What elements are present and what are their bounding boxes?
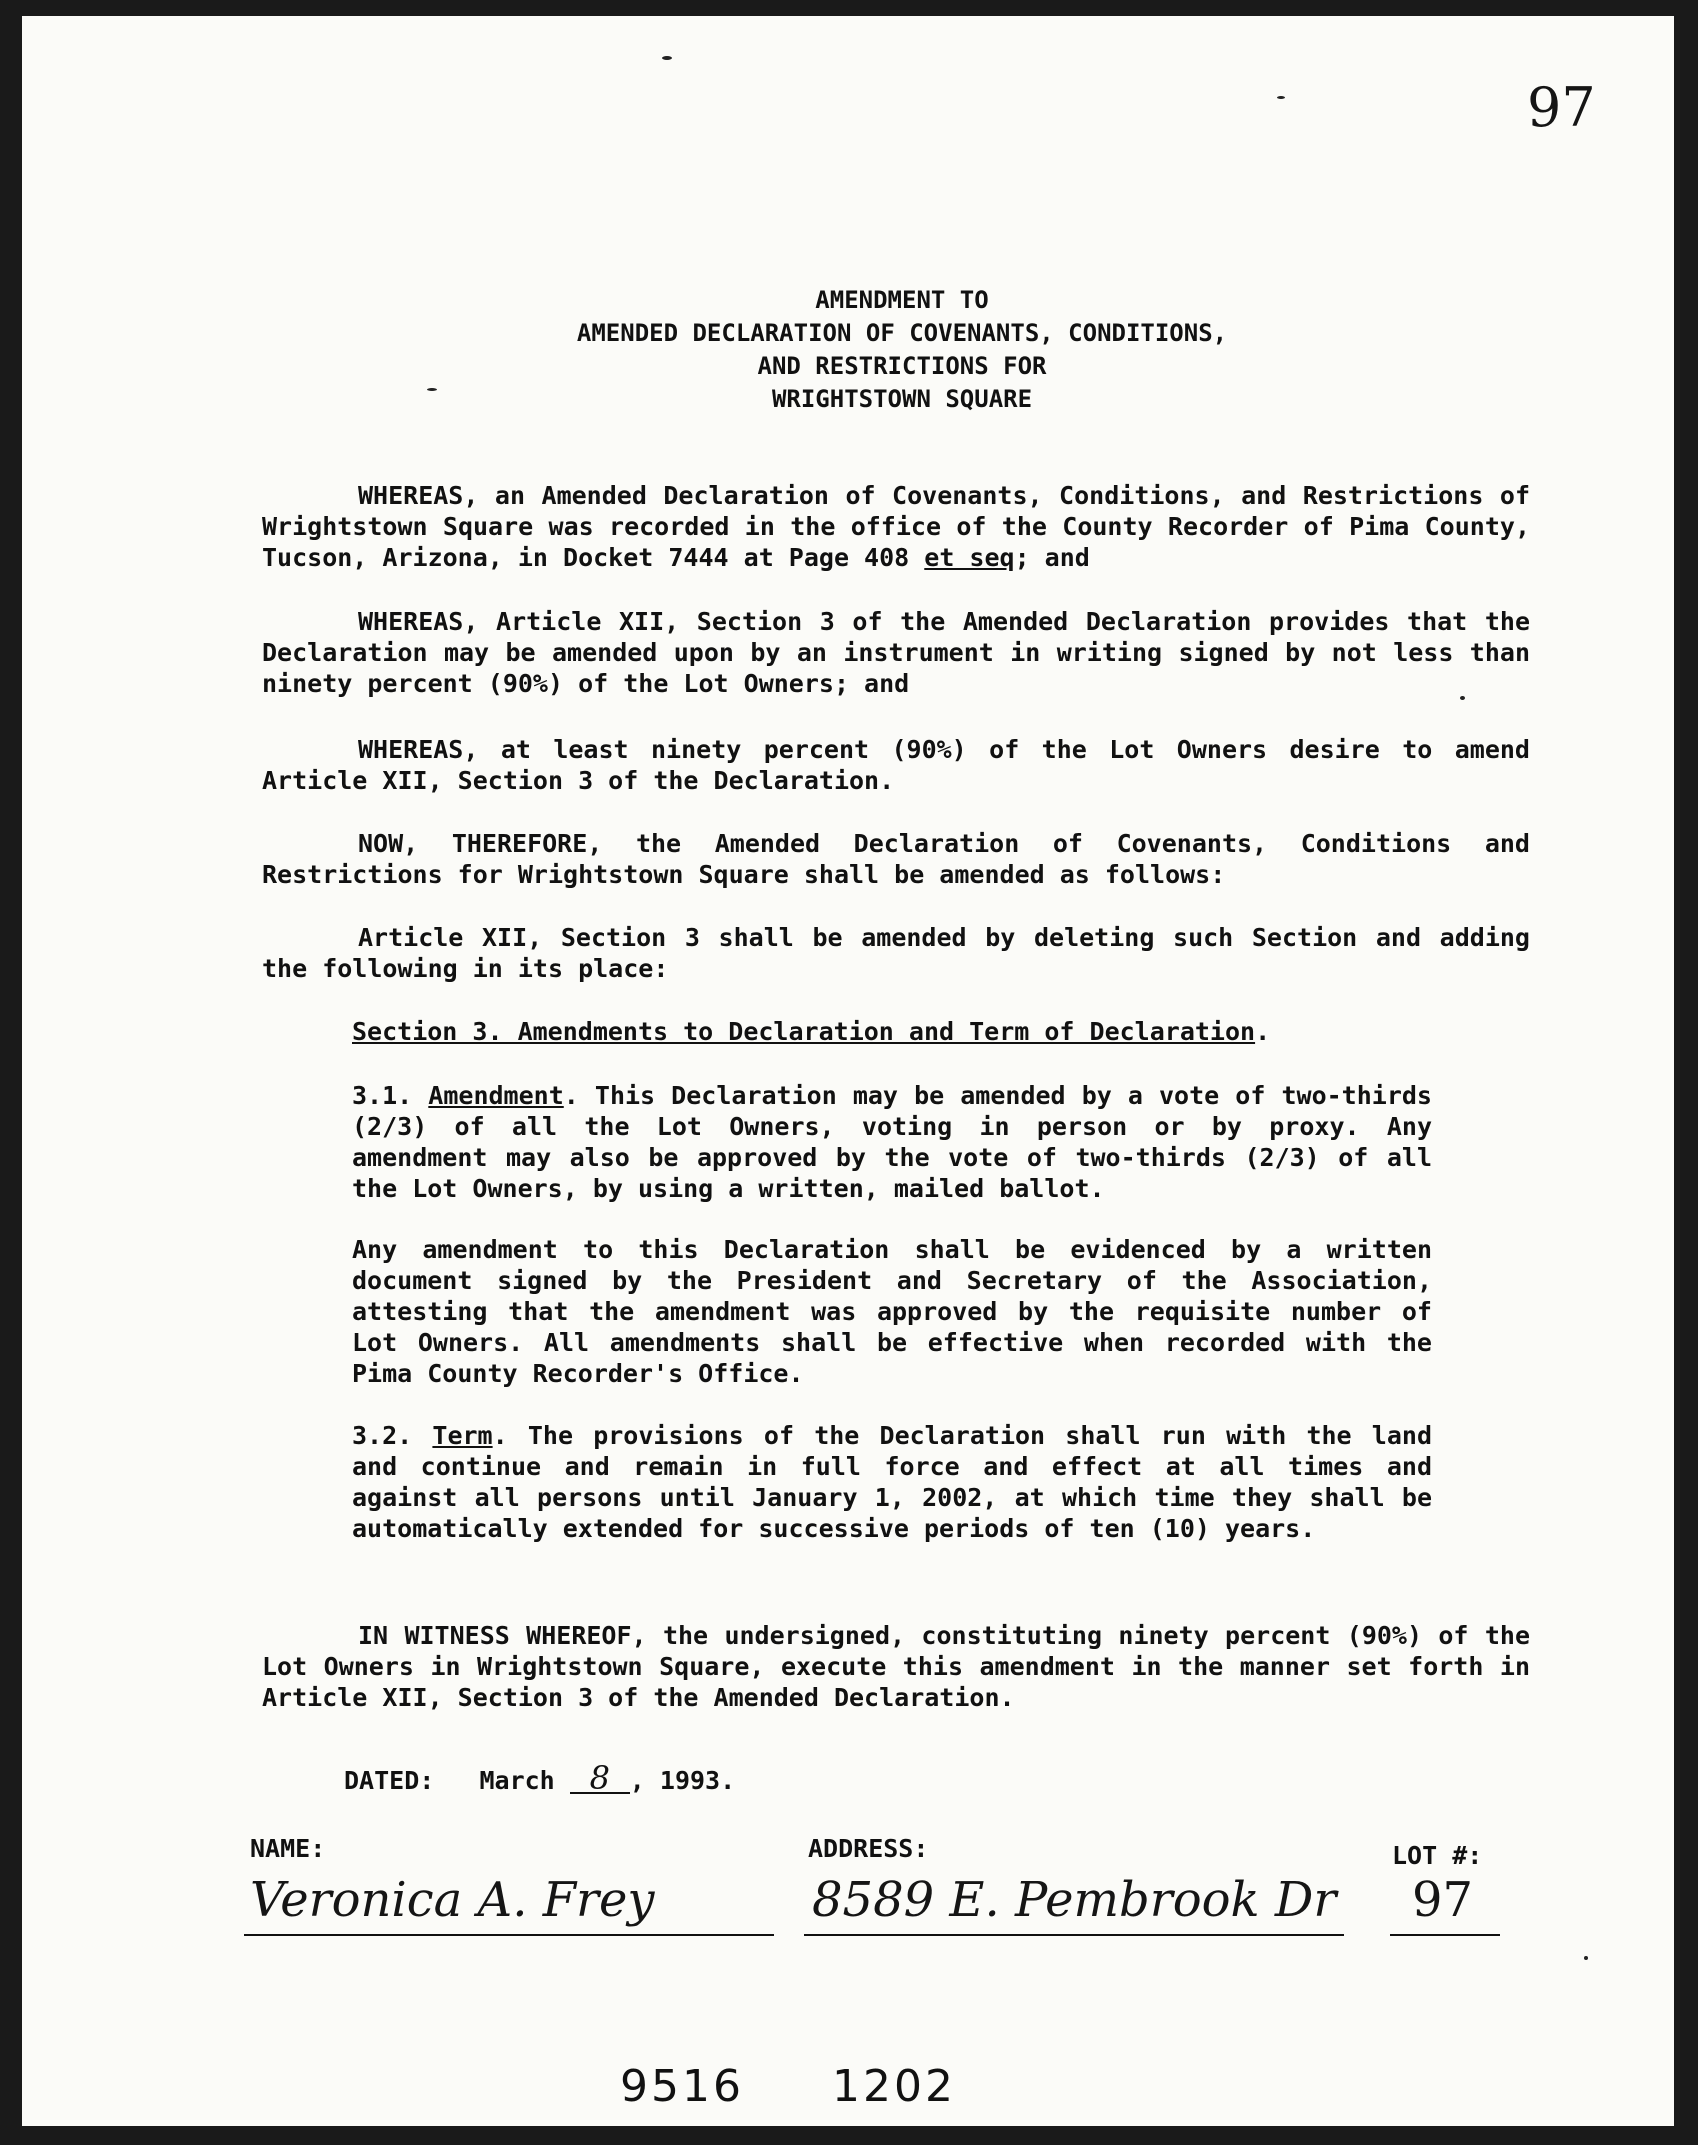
whereas-1-end: ; and xyxy=(1014,543,1090,572)
title-line-4: WRIGHTSTOWN SQUARE xyxy=(771,385,1033,413)
title-line-3: AND RESTRICTIONS FOR xyxy=(757,352,1047,380)
lot-line xyxy=(1390,1934,1500,1936)
signature-name-handwritten: Veronica A. Frey xyxy=(250,1872,655,1928)
section-3-2-text: . The provisions of the Declaration shall run with the land and continue and remain in full force and effect at all times and against all persons until January 1, 2002, at which time they shall be automatically extended for successive periods of ten (10) years. xyxy=(352,1421,1432,1543)
section-3-2-paragraph xyxy=(352,1420,1432,1544)
scan-speck xyxy=(662,56,672,60)
docket-number: 9516 xyxy=(620,2061,744,2112)
title-line-1: AMENDMENT TO xyxy=(815,286,989,314)
whereas-paragraph-3 xyxy=(262,734,1530,796)
lot-label: LOT #: xyxy=(1392,1841,1483,1870)
dated-label: DATED: xyxy=(344,1766,435,1795)
whereas-paragraph-1 xyxy=(262,480,1530,573)
handwritten-page-number: 97 xyxy=(1527,76,1596,139)
amendment-evidence-text: Any amendment to this Declaration shall be evidenced by a written document signed by the President and Secretary of the Association, attesting that the amendment was approved by the requisite number of Lot Owners. All amendments shall be effective when recorded with the Pima County Recorder's Office. xyxy=(352,1235,1432,1388)
article-text: Article XII, Section 3 shall be amended by deleting such Section and adding the following in its place: xyxy=(262,923,1530,983)
dated-day-handwritten: 8 xyxy=(570,1764,630,1794)
document-title xyxy=(282,284,1522,416)
dated-year: , 1993. xyxy=(629,1766,736,1795)
address-line xyxy=(804,1934,1344,1936)
section-3-1-title: Amendment xyxy=(428,1081,564,1110)
title-line-2: AMENDED DECLARATION OF COVENANTS, CONDITIONS, xyxy=(576,319,1228,347)
docket-page-number: 1202 xyxy=(832,2061,956,2112)
scan-speck xyxy=(1277,96,1285,99)
section-3-heading: Section 3. Amendments to Declaration and Term of Declaration. xyxy=(352,1017,1271,1046)
name-label: NAME: xyxy=(250,1834,326,1863)
document-page xyxy=(22,16,1674,2126)
whereas-2-text: WHEREAS, Article XII, Section 3 of the Amended Declaration provides that the Declaration may be amended upon by an instrument in writing signed by not less than ninety percent (90%) of the Lot Owners; and xyxy=(262,607,1530,698)
section-3-1-text: . This Declaration may be amended by a vote of two-thirds (2/3) of all the Lot Owners, voting in person or by proxy. Any amendment may also be approved by the vote of two-thirds (2/3) of all the Lot Owners, by using a written, mailed ballot. xyxy=(352,1081,1432,1203)
address-label: ADDRESS: xyxy=(808,1834,929,1863)
now-therefore-text: NOW, THEREFORE, the Amended Declaration of Covenants, Conditions and Restrictions for Wrightstown Square shall be amended as follows: xyxy=(262,829,1530,889)
scan-speck xyxy=(1584,1956,1588,1960)
now-therefore-paragraph xyxy=(262,828,1530,890)
et-seq-text: et seq xyxy=(924,543,1015,572)
lot-number-handwritten: 97 xyxy=(1412,1872,1474,1928)
section-3-1-number: 3.1. xyxy=(352,1081,429,1110)
witness-paragraph xyxy=(262,1620,1530,1713)
whereas-paragraph-2 xyxy=(262,606,1530,699)
witness-text: IN WITNESS WHEREOF, the undersigned, constituting ninety percent (90%) of the Lot Owners in Wrightstown Square, execute this amendment in the manner set forth in Article XII, Section 3 of the Amended Declaration. xyxy=(262,1621,1530,1712)
dated-line xyxy=(344,1759,736,1797)
dated-month: March xyxy=(479,1766,555,1795)
whereas-3-text: WHEREAS, at least ninety percent (90%) of the Lot Owners desire to amend Article XII, Section 3 of the Declaration. xyxy=(262,735,1530,795)
section-heading-text: Section 3. Amendments to Declaration and Term of Declaration xyxy=(352,1017,1256,1046)
whereas-1-text: WHEREAS, an Amended Declaration of Covenants, Conditions, and Restrictions of Wrightstown Square was recorded in the office of the County Recorder of Pima County, Tucson, Arizona, in Docket 7444 at Page 408 xyxy=(262,481,1530,572)
article-paragraph xyxy=(262,922,1530,984)
name-signature-line xyxy=(244,1934,774,1936)
address-handwritten: 8589 E. Pembrook Dr xyxy=(812,1872,1337,1928)
section-3-1-paragraph xyxy=(352,1080,1432,1204)
section-3-2-title: Term xyxy=(432,1421,493,1450)
amendment-evidence-paragraph xyxy=(352,1234,1432,1389)
section-3-2-number: 3.2. xyxy=(352,1421,433,1450)
